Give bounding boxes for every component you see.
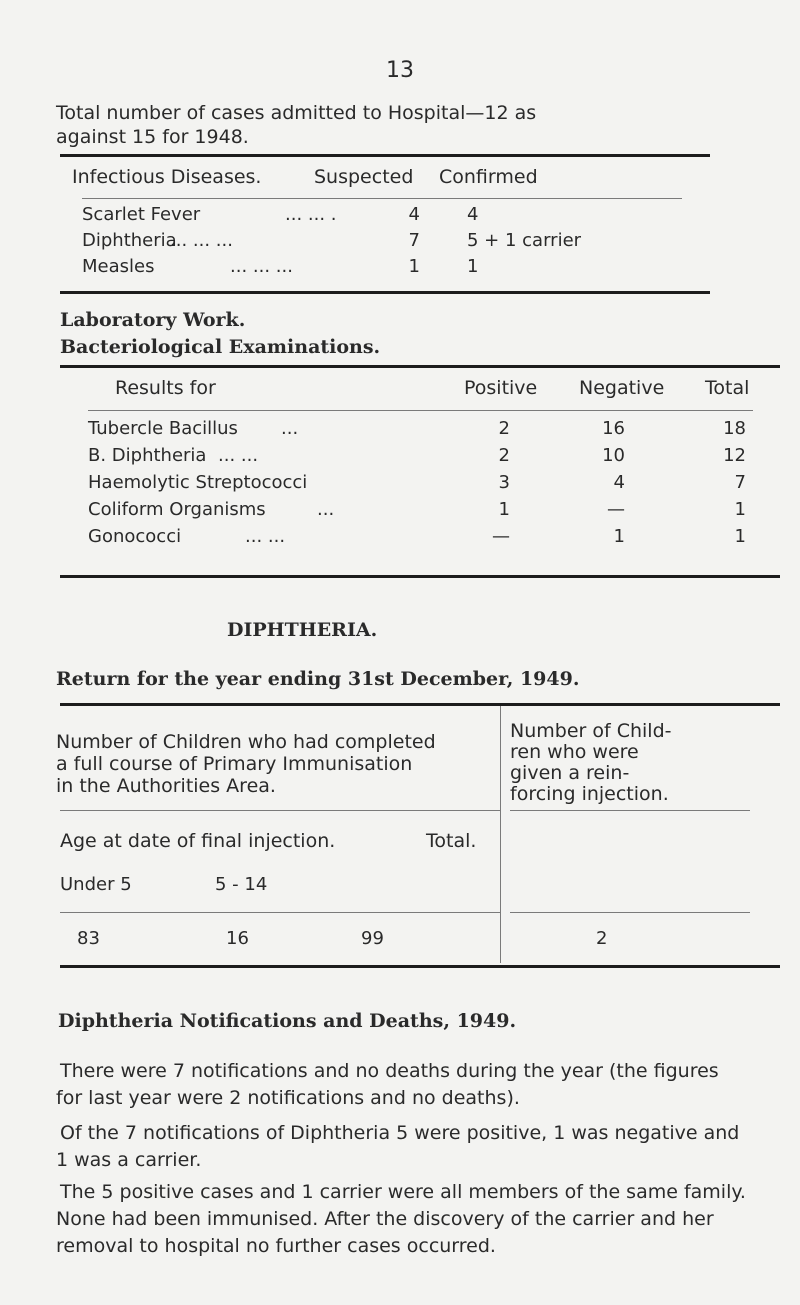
suspected-count: 7 xyxy=(408,230,420,251)
total-label: Total. xyxy=(426,830,477,852)
confirmed-count: 4 xyxy=(467,204,479,225)
total-count: 12 xyxy=(723,445,746,466)
reinforcing-header xyxy=(510,721,672,805)
header-line: in the Authorities Area. xyxy=(56,775,276,797)
total-count: 18 xyxy=(723,418,746,439)
table1-header-confirmed: Confirmed xyxy=(439,166,538,188)
table2-top-rule xyxy=(60,365,780,368)
table3-values-divider-left xyxy=(60,912,500,913)
table3-right-divider xyxy=(510,810,750,811)
organism-name: Gonococci xyxy=(88,526,182,547)
negative-count: 10 xyxy=(602,445,625,466)
header-line: forcing injection. xyxy=(510,783,669,805)
notifications-paragraph-1: There were 7 notifications and no deaths during the year (the figures for last year were 2 notifications and no deaths). xyxy=(56,1060,719,1109)
confirmed-count: 1 xyxy=(467,256,479,277)
negative-count: 16 xyxy=(602,418,625,439)
positive-count: 2 xyxy=(498,418,510,439)
negative-count: 1 xyxy=(613,526,625,547)
positive-count: — xyxy=(492,526,510,547)
table1-header-disease: Infectious Diseases. xyxy=(72,166,262,188)
notifications-heading: Diphtheria Notifications and Deaths, 1949. xyxy=(58,1010,517,1032)
table1-top-rule xyxy=(60,154,710,157)
total-count: 7 xyxy=(734,472,746,493)
table3-left-divider xyxy=(60,810,500,811)
organism-name: Haemolytic Streptococci xyxy=(88,472,308,493)
lab-subheading: Bacteriological Examinations. xyxy=(60,336,381,358)
age-label: Age at date of final injection. xyxy=(60,830,336,852)
lab-heading: Laboratory Work. xyxy=(60,309,246,331)
total-value: 99 xyxy=(361,928,384,949)
suspected-count: 1 xyxy=(408,256,420,277)
total-count: 1 xyxy=(734,526,746,547)
notifications-paragraph-2: Of the 7 notifications of Diphtheria 5 were positive, 1 was negative and 1 was a carrier. xyxy=(56,1122,740,1171)
diphtheria-title: DIPHTHERIA. xyxy=(227,619,378,641)
table2-header-negative: Negative xyxy=(579,377,665,399)
under5-value: 83 xyxy=(77,928,100,949)
under5-label: Under 5 xyxy=(60,874,132,895)
header-line: Number of Child- xyxy=(510,720,672,742)
table2-header-results: Results for xyxy=(115,377,216,399)
header-line: ren who were xyxy=(510,741,639,763)
disease-name: Scarlet Fever xyxy=(82,204,201,225)
leader-dots: ... ... ... xyxy=(170,230,233,251)
confirmed-count: 5 + 1 carrier xyxy=(467,230,582,251)
diphtheria-return-line: Return for the year ending 31st December, 1949. xyxy=(56,668,580,690)
negative-count: 4 xyxy=(613,472,625,493)
leader-dots: ... ... . xyxy=(285,204,337,225)
header-line: given a rein- xyxy=(510,762,630,784)
page-number: 13 xyxy=(386,58,414,83)
leader-dots: ... ... xyxy=(245,526,286,547)
table2-header-divider xyxy=(88,410,753,411)
table1-header-divider xyxy=(82,198,682,199)
total-count: 1 xyxy=(734,499,746,520)
table3-column-divider xyxy=(500,706,501,963)
children-completed-header xyxy=(56,731,436,797)
suspected-count: 4 xyxy=(408,204,420,225)
organism-name: Tubercle Bacillus xyxy=(88,418,238,439)
leader-dots: ... xyxy=(281,418,299,439)
table1-header-suspected: Suspected xyxy=(314,166,414,188)
admitted-intro-line1: Total number of cases admitted to Hospital—12 as xyxy=(56,102,537,124)
table2-bottom-rule xyxy=(60,575,780,578)
table3-bottom-rule xyxy=(60,965,780,968)
leader-dots: ... ... xyxy=(218,445,259,466)
negative-count: — xyxy=(607,499,625,520)
leader-dots: ... xyxy=(317,499,335,520)
notifications-paragraph-3: The 5 positive cases and 1 carrier were all members of the same family. None had been immunised. After the discovery of the carrier and her removal to hospital no further cases occurred. xyxy=(56,1181,746,1257)
header-line: Number of Children who had completed xyxy=(56,731,436,753)
organism-name: B. Diphtheria xyxy=(88,445,207,466)
disease-name: Measles xyxy=(82,256,155,277)
positive-count: 1 xyxy=(498,499,510,520)
organism-name: Coliform Organisms xyxy=(88,499,266,520)
table2-header-positive: Positive xyxy=(464,377,538,399)
reinforcing-value: 2 xyxy=(596,928,608,949)
range-label: 5 - 14 xyxy=(215,874,268,895)
table3-values-divider-right xyxy=(510,912,750,913)
positive-count: 3 xyxy=(498,472,510,493)
range-value: 16 xyxy=(226,928,249,949)
table3-top-rule xyxy=(60,703,780,706)
disease-name: Diphtheria xyxy=(82,230,177,251)
header-line: a full course of Primary Immunisation xyxy=(56,753,413,775)
admitted-intro-line2: against 15 for 1948. xyxy=(56,126,249,148)
table1-bottom-rule xyxy=(60,291,710,294)
positive-count: 2 xyxy=(498,445,510,466)
leader-dots: ... ... ... xyxy=(230,256,293,277)
table2-header-total: Total xyxy=(705,377,750,399)
